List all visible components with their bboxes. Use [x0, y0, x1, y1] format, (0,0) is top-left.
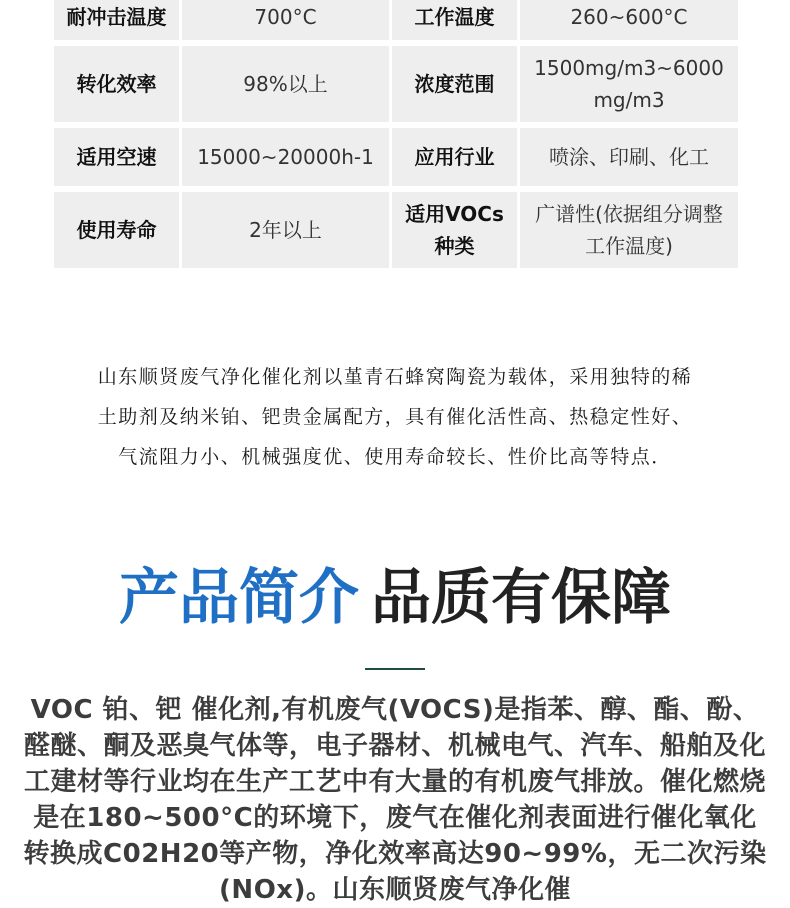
intro-line: 土助剂及纳米铂、钯贵金属配方，具有催化活性高、热稳定性好、 — [97, 406, 693, 428]
spec-key: 适用空速 — [54, 128, 179, 186]
spec-key: 工作温度 — [392, 0, 517, 40]
intro-text — [0, 357, 790, 477]
section-heading — [0, 560, 790, 636]
spec-key: 使用寿命 — [54, 192, 179, 268]
spec-value: 98%以上 — [182, 46, 389, 122]
spec-key: 转化效率 — [54, 46, 179, 122]
heading-blue-text: 产品简介 — [119, 563, 359, 633]
spec-value: 2年以上 — [182, 192, 389, 268]
spec-key: 适用VOCs 种类 — [392, 192, 517, 268]
heading-divider — [365, 668, 425, 670]
spec-value: 15000~20000h-1 — [182, 128, 389, 186]
spec-key: 应用行业 — [392, 128, 517, 186]
intro-line: 气流阻力小、机械强度优、使用寿命较长、性价比高等特点． — [118, 446, 672, 468]
spec-row — [54, 128, 738, 186]
heading-dark-text: 品质有保障 — [371, 563, 671, 633]
intro-line: 山东顺贤废气净化催化剂以堇青石蜂窝陶瓷为载体，采用独特的稀 — [97, 366, 693, 388]
spec-value: 广谱性(依据组分调整 工作温度) — [520, 192, 738, 268]
spec-row — [54, 0, 738, 40]
spec-value: 700°C — [182, 0, 389, 40]
spec-value: 260~600°C — [520, 0, 738, 40]
spec-value: 1500mg/m3~6000 mg/m3 — [520, 46, 738, 122]
spec-row — [54, 192, 738, 268]
body-paragraph: VOC 铂、钯 催化剂,有机废气(VOCS)是指苯、醇、酯、酚、醛醚、酮及恶臭气体等，电子器材、机械电气、汽车、船舶及化工建材等行业均在生产工艺中有大量的有机废气排放。催化燃烧是在180~500°C的环境下，废气在催化剂表面进行催化氧化转换成C02H20等产物，净化效率高达90~99%，无二次污染(NOx)。山东顺贤废气净化催 — [23, 695, 767, 905]
spec-table — [54, 0, 738, 274]
spec-value: 喷涂、印刷、化工 — [520, 128, 738, 186]
spec-row — [54, 46, 738, 122]
spec-key: 浓度范围 — [392, 46, 517, 122]
spec-key: 耐冲击温度 — [54, 0, 179, 40]
